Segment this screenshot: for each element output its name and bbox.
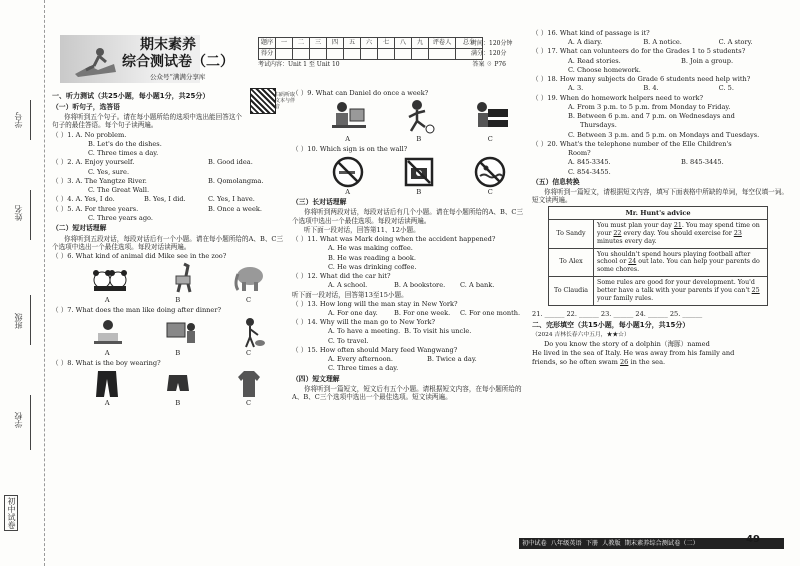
score-header-cell: 四 [327,38,344,49]
part-1-heading: （一）听句子，选答语 [52,102,120,111]
answer-ref: 答案 ☉ P76 [472,61,506,68]
score-header-cell: 三 [310,38,327,49]
advice-claudia: Some rules are good for your development. You'd better have a talk with your parents if you can't 25 your family rules. [594,277,768,306]
score-header-cell: 八 [395,38,412,49]
blank-26[interactable]: 26 [619,358,629,367]
score-header-cell: 评卷人 [429,38,456,49]
score-cell[interactable] [327,49,344,60]
part-2-heading: （二）短对话理解 [52,224,107,233]
elephant-icon[interactable] [232,262,266,292]
score-cell[interactable] [361,49,378,60]
question-4[interactable]: （ ）4. A. Yes, I do. B. Yes, I did. C. Yes, I have. [52,195,255,204]
column-3: （ ）16. What kind of passage is it? A. A diary. B. A notice. C. A story. （ ）17. What can volunteers do for the Grades 1 to 5 students? A. Read stories. B. Join a group. C. Choose homework. （ ）18. How many subjects do Grade 6 students need help with? A. 3. B. 4. C. 5. （ ）19. When do homework helpers need to work? A. From 3 p.m. to 5 p.m. from Monday to Friday. B. Between 6 p.m. and 7 p.m. on Wednesdays and Thursdays. C. Between 3 p.m. and 5 p.m. on Mondays and Tuesdays. （ ）20. What's the telephone number of the Elle Children's Room? A. 845-3345. B. 845-3445. C. 854-3455. （五）信息转换 你将听到一篇短文，请根据短文内容，填写下面表格中所缺的单词，每空仅填一词。短文读两遍。 Mr. Hunt's advice To Sandy You must plan your day 21. You may spend time on your 22 every day. You should exercise for 23 minutes every day. To Alex You shouldn't spend hours playing football after school or 24 out late. You can help your parents do some chores. To Claudia Some rules are good for your development. You'd better have a talk with your parents if you can't 25 your family rules. 21. ______ 22. ______ 23. ______ 24. ______ 25. ______ 二、完形填空（共15小题，每小题1分，共15分） （2024 吉林长春六中五月，★★☆） Do you know the story of a dolphin（海豚）named He lived in the sea of Italy. He was away from his family and friends, so he often swam 26 in the sea. [532,28,794,368]
shirt-icon[interactable] [236,369,262,399]
part-5-instructions: 你将听到一篇短文，请根据短文内容，填写下面表格中所缺的单词，每空仅填一词。短文读两遍。 [532,188,788,205]
question-7[interactable]: （ ）7. What does the man like doing after dinner? [52,306,222,315]
section-2-source: （2024 吉林长春六中五月，★★☆） [532,331,630,338]
side-brand: 初中试卷 [4,495,18,531]
question-9[interactable]: （ ）9. What can Daniel do once a week? [292,89,429,97]
field-name: 姓名 [14,205,23,221]
question-14[interactable]: （ ）14. Why will the man go to New York? [292,318,436,327]
score-cell[interactable] [276,49,293,60]
question-10[interactable]: （ ）10. Which sign is on the wall? [292,145,408,154]
page-footer: 初中试卷 八年级英语 下册 人教版 期末素养综合测试卷（二） [519,538,784,549]
score-header-cell: 一 [276,38,293,49]
question-12[interactable]: （ ）12. What did the car hit? [292,272,391,281]
advice-table-title: Mr. Hunt's advice [549,206,768,219]
question-3[interactable]: （ ）3. A. The Yangtze River. B. Qomolangma. [52,176,264,185]
column-1: 一、听力测试（共25小题，每小题1分，共25分） （一）听句子，选答语 你将听到五个句子。请在每小题所给的选项中选出能回答这个句子的最佳答语。每个句子读两遍。 （ ）1. A. No problem. B. Let's do the dishes. C. Three times a day. （ ）2. A. Enjoy yourself. B. Good idea. C. Yes, sure. （ ）3. A. The Yangtze River. B. Qomolangma. C. The Great Wall. （ ）4. A. Yes, I do. B. Yes, I did. C. Yes, I have. （ ）5. A. For three years. B. Once a week. C. Three years ago. （二）短对话理解 你将听到五段对话，每段对话后有一个小题。请在每小题所给的A、B、C三个选项中选出一个最佳选项。每段对话读两遍。 （ ）6. What kind of animal did Mike see in the zoo? A B C （ ）7. What does the man like doing after dinner? A B C （ ）8. What is the boy wearing? A B C [52,92,284,408]
blank-24[interactable]: 24 [628,258,637,266]
section-1-heading: 一、听力测试（共25小题，每小题1分，共25分） [52,92,210,100]
q8-pictures [72,369,284,399]
binding-strip [0,0,45,566]
question-17[interactable]: （ ）17. What can volunteers do for the Grades 1 to 5 students? [532,47,746,56]
exam-title-line2: 综合测试卷（二） [122,54,234,70]
score-cell[interactable] [429,49,456,60]
watching-tv-icon[interactable] [163,317,199,347]
blank-22[interactable]: 22 [613,229,622,237]
computer-user-icon[interactable] [328,99,368,135]
part-1-instructions: 你将听到五个句子。请在每小题所给的选项中选出能回答这个句子的最佳答语。每个句子读两遍。 [52,113,243,130]
score-header-cell: 五 [344,38,361,49]
exam-scope [258,61,526,69]
question-6[interactable]: （ ）6. What kind of animal did Mike see in the zoo? [52,252,227,260]
score-table [258,37,483,60]
part-5-heading: （五）信息转换 [532,177,580,186]
score-header-cell: 九 [412,38,429,49]
part-2-instructions: 你将听到五段对话，每段对话后有一个小题。请在每小题所给的A、B、C三个选项中选出一个最佳选项。每段对话读两遍。 [52,234,284,251]
q7-pictures [72,317,284,349]
question-16[interactable]: （ ）16. What kind of passage is it? [532,29,650,37]
giraffe-icon[interactable] [166,262,196,296]
section-2-heading: 二、完形填空（共15小题，每小题1分，共15分） [532,320,690,329]
score-header-cell: 七 [378,38,395,49]
blank-23[interactable]: 23 [733,229,742,237]
question-20[interactable]: （ ）20. What's the telephone number of the Elle Children's [532,139,732,148]
q10-pictures [312,156,526,188]
part-4-instructions: 你将听到一篇短文，短文后有五个小题。请根据短文内容，在每小题所给的A、B、C三个选项中选出一个最佳选项。短文读两遍。 [292,385,522,402]
field-school: 学校 [14,412,23,428]
question-2[interactable]: （ ）2. A. Enjoy yourself. B. Good idea. [52,158,253,167]
score-cell[interactable] [412,49,429,60]
score-cell[interactable] [344,49,361,60]
page-number: 49 [746,534,760,545]
time-limit: 时间：120分钟 [471,40,513,47]
walking-dog-icon[interactable] [236,317,266,349]
score-header-cell: 二 [293,38,310,49]
question-13[interactable]: （ ）13. How long will the man stay in New York? [292,299,458,308]
shorts-icon[interactable] [165,369,191,399]
exam-subtitle: 公众号“满满分享库 [150,73,206,81]
q6-pictures [72,262,284,296]
score-cell: 得分 [259,49,276,60]
reading-icon[interactable] [90,317,126,347]
score-cell[interactable] [293,49,310,60]
score-header-cell: 六 [361,38,378,49]
field-class: 班级 [14,313,23,329]
pants-icon[interactable] [94,369,120,399]
score-header-cell: 总分 [456,38,483,49]
column-2: （ ）9. What can Daniel do once a week? A B C （ ）10. Which sign is on the wall? A B C （三）长对话理解 你将听到两段对话，每段对话后有几个小题。请在每小题所给的A、B、C三个选项中选出一个最佳选项。每段对话读两遍。 听下面一段对话，回答第11、12小题。 （ ）11. What was Mark doing when the accident happened? A. He was making coffee. B. He was reading a book. C. He was drinking coffee. （ ）12. What did the car hit? A. A school. B. A bookstore. C. A bank. 听下面一段对话，回答第13至15小题。 （ ）13. How long will the man stay in New York? A. For one day. B. For one week. C. For one month. （ ）14. Why will the man go to New York? A. To have a meeting. B. To visit his uncle. C. To travel. （ ）15. How often should Mary feed Wangwang? A. Every afternoon. B. Twice a day. C. Three times a day. （四）短文理解 你将听到一篇短文，短文后有五个小题。请根据短文内容，在每小题所给的A、B、C三个选项中选出一个最佳选项。短文读两遍。 [292,88,526,403]
cloze-line-1: Do you know the story of a dolphin（海豚）named [544,339,710,348]
q9-pictures [312,99,526,135]
advice-sandy: You must plan your day 21. You may spend time on your 22 every day. You should exercise for 23 minutes every day. [594,219,768,248]
question-1[interactable]: （ ）1. A. No problem. [52,130,127,139]
score-cell[interactable] [395,49,412,60]
answer-blanks-21-25[interactable]: 21. ______ 22. ______ 23. ______ 24. ______ 25. ______ [532,309,703,318]
no-smoking-icon[interactable] [332,156,364,188]
part-3-instructions: 你将听到两段对话，每段对话后有几个小题。请在每小题所给的A、B、C三个选项中选出一个最佳选项。每段对话读两遍。 [292,208,524,225]
advice-table: Mr. Hunt's advice To Sandy You must plan your day 21. You may spend time on your 22 every day. You should exercise for 23 minutes every day. To Alex You shouldn't spend hours playing football after school or 24 out late. You can help your parents do some chores. To Claudia Some rules are good for your development. You'd better have a talk with your parents if you can't 25 your family rules. [548,206,768,306]
question-15[interactable]: （ ）15. How often should Mary feed Wangwang? [292,345,458,354]
score-header-cell: 题序 [259,38,276,49]
advice-alex: You shouldn't spend hours playing football after school or 24 out late. You can help your parents do some chores. [594,248,768,277]
runner-icon [70,44,120,78]
part-3-heading: （三）长对话理解 [292,197,347,206]
question-19[interactable]: （ ）19. When do homework helpers need to work? [532,93,704,102]
pandas-icon[interactable] [90,262,130,292]
question-5[interactable]: （ ）5. A. For three years. B. Once a week. [52,204,262,213]
cloze-line-3: friends, so he often swam 26 in the sea. [532,358,666,367]
field-student-id: 学号 [14,112,23,128]
no-swimming-icon[interactable] [474,156,506,188]
qr-caption: 扫码听取文本与伴音 [275,92,296,110]
time-info [471,39,512,58]
exam-title-line1: 期末素养 [140,37,196,53]
scope-text: 考试内容：Unit 1 至 Unit 10 [258,61,340,68]
score-cell[interactable] [310,49,327,60]
score-cell[interactable] [378,49,395,60]
no-photos-icon[interactable] [403,156,435,188]
blank-25[interactable]: 25 [751,286,760,294]
part-4-heading: （四）短文理解 [292,374,340,383]
cloze-line-2: He lived in the sea of Italy. He was away from his family and [532,349,735,358]
full-score: 满分：120分 [471,49,507,57]
blank-21[interactable]: 21 [673,221,682,229]
piano-player-icon[interactable] [470,99,510,135]
soccer-player-icon[interactable] [401,99,437,135]
question-11[interactable]: （ ）11. What was Mark doing when the accident happened? [292,235,496,244]
question-8[interactable]: （ ）8. What is the boy wearing? [52,358,161,367]
question-18[interactable]: （ ）18. How many subjects do Grade 6 students need help with? [532,75,751,84]
